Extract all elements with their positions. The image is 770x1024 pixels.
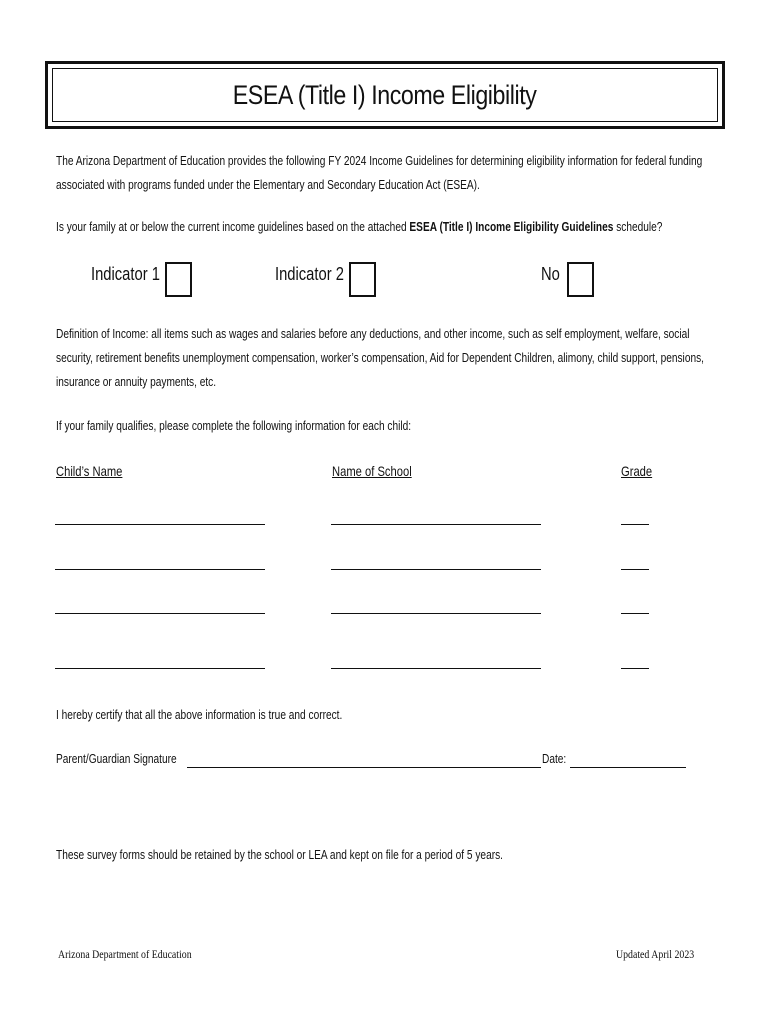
child-name-field[interactable] [55,569,265,570]
date-label: Date: [542,751,567,766]
signature-field[interactable] [187,767,541,768]
no-checkbox[interactable] [567,262,594,297]
column-header-child-name: Child’s Name [56,463,123,479]
qualifies-instruction: If your family qualifies, please complete the following information for each child: [56,418,412,433]
option-indicator-2-label: Indicator 2 [275,264,344,284]
footer-updated-date: Updated April 2023 [616,947,695,961]
retention-notice: These survey forms should be retained by the school or LEA and kept on file for a period of 5 years. [56,847,503,862]
date-field[interactable] [570,767,686,768]
footer-organization: Arizona Department of Education [58,947,192,961]
school-name-field[interactable] [331,668,541,669]
grade-field[interactable] [621,569,649,570]
eligibility-question: Is your family at or below the current income guidelines based on the attached ESEA (Title I) Income Eligibility Guidelines schedule? [56,219,663,234]
school-name-field[interactable] [331,613,541,614]
grade-field[interactable] [621,668,649,669]
school-name-field[interactable] [331,524,541,525]
intro-paragraph: The Arizona Department of Education provides the following FY 2024 Income Guidelines for determining eligibility information for federal funding associated with programs funded under the Elementary and Secondary Education Act (ESEA). [56,153,703,192]
certification-statement: I hereby certify that all the above information is true and correct. [56,707,343,722]
option-indicator-1-label: Indicator 1 [91,264,160,284]
indicator-2-checkbox[interactable] [349,262,376,297]
income-definition: Definition of Income: all items such as wages and salaries before any deductions, and other income, such as self employment, welfare, social security, retirement benefits unemployment compensation, worker’s compensation, Aid for Dependent Children, alimony, child support, pensions, insurance or annuity payments, etc. [56,326,704,389]
child-name-field[interactable] [55,524,265,525]
child-name-field[interactable] [55,668,265,669]
title-box [45,61,725,129]
child-name-field[interactable] [55,613,265,614]
column-header-grade: Grade [621,463,653,479]
option-no-label: No [541,264,560,284]
page-title: ESEA (Title I) Income Eligibility [233,79,537,110]
grade-field[interactable] [621,613,649,614]
guidelines-reference: ESEA (Title I) Income Eligibility Guidelines [409,219,614,234]
column-header-school-name: Name of School [332,463,412,479]
school-name-field[interactable] [331,569,541,570]
indicator-1-checkbox[interactable] [165,262,192,297]
signature-label: Parent/Guardian Signature [56,751,177,766]
grade-field[interactable] [621,524,649,525]
